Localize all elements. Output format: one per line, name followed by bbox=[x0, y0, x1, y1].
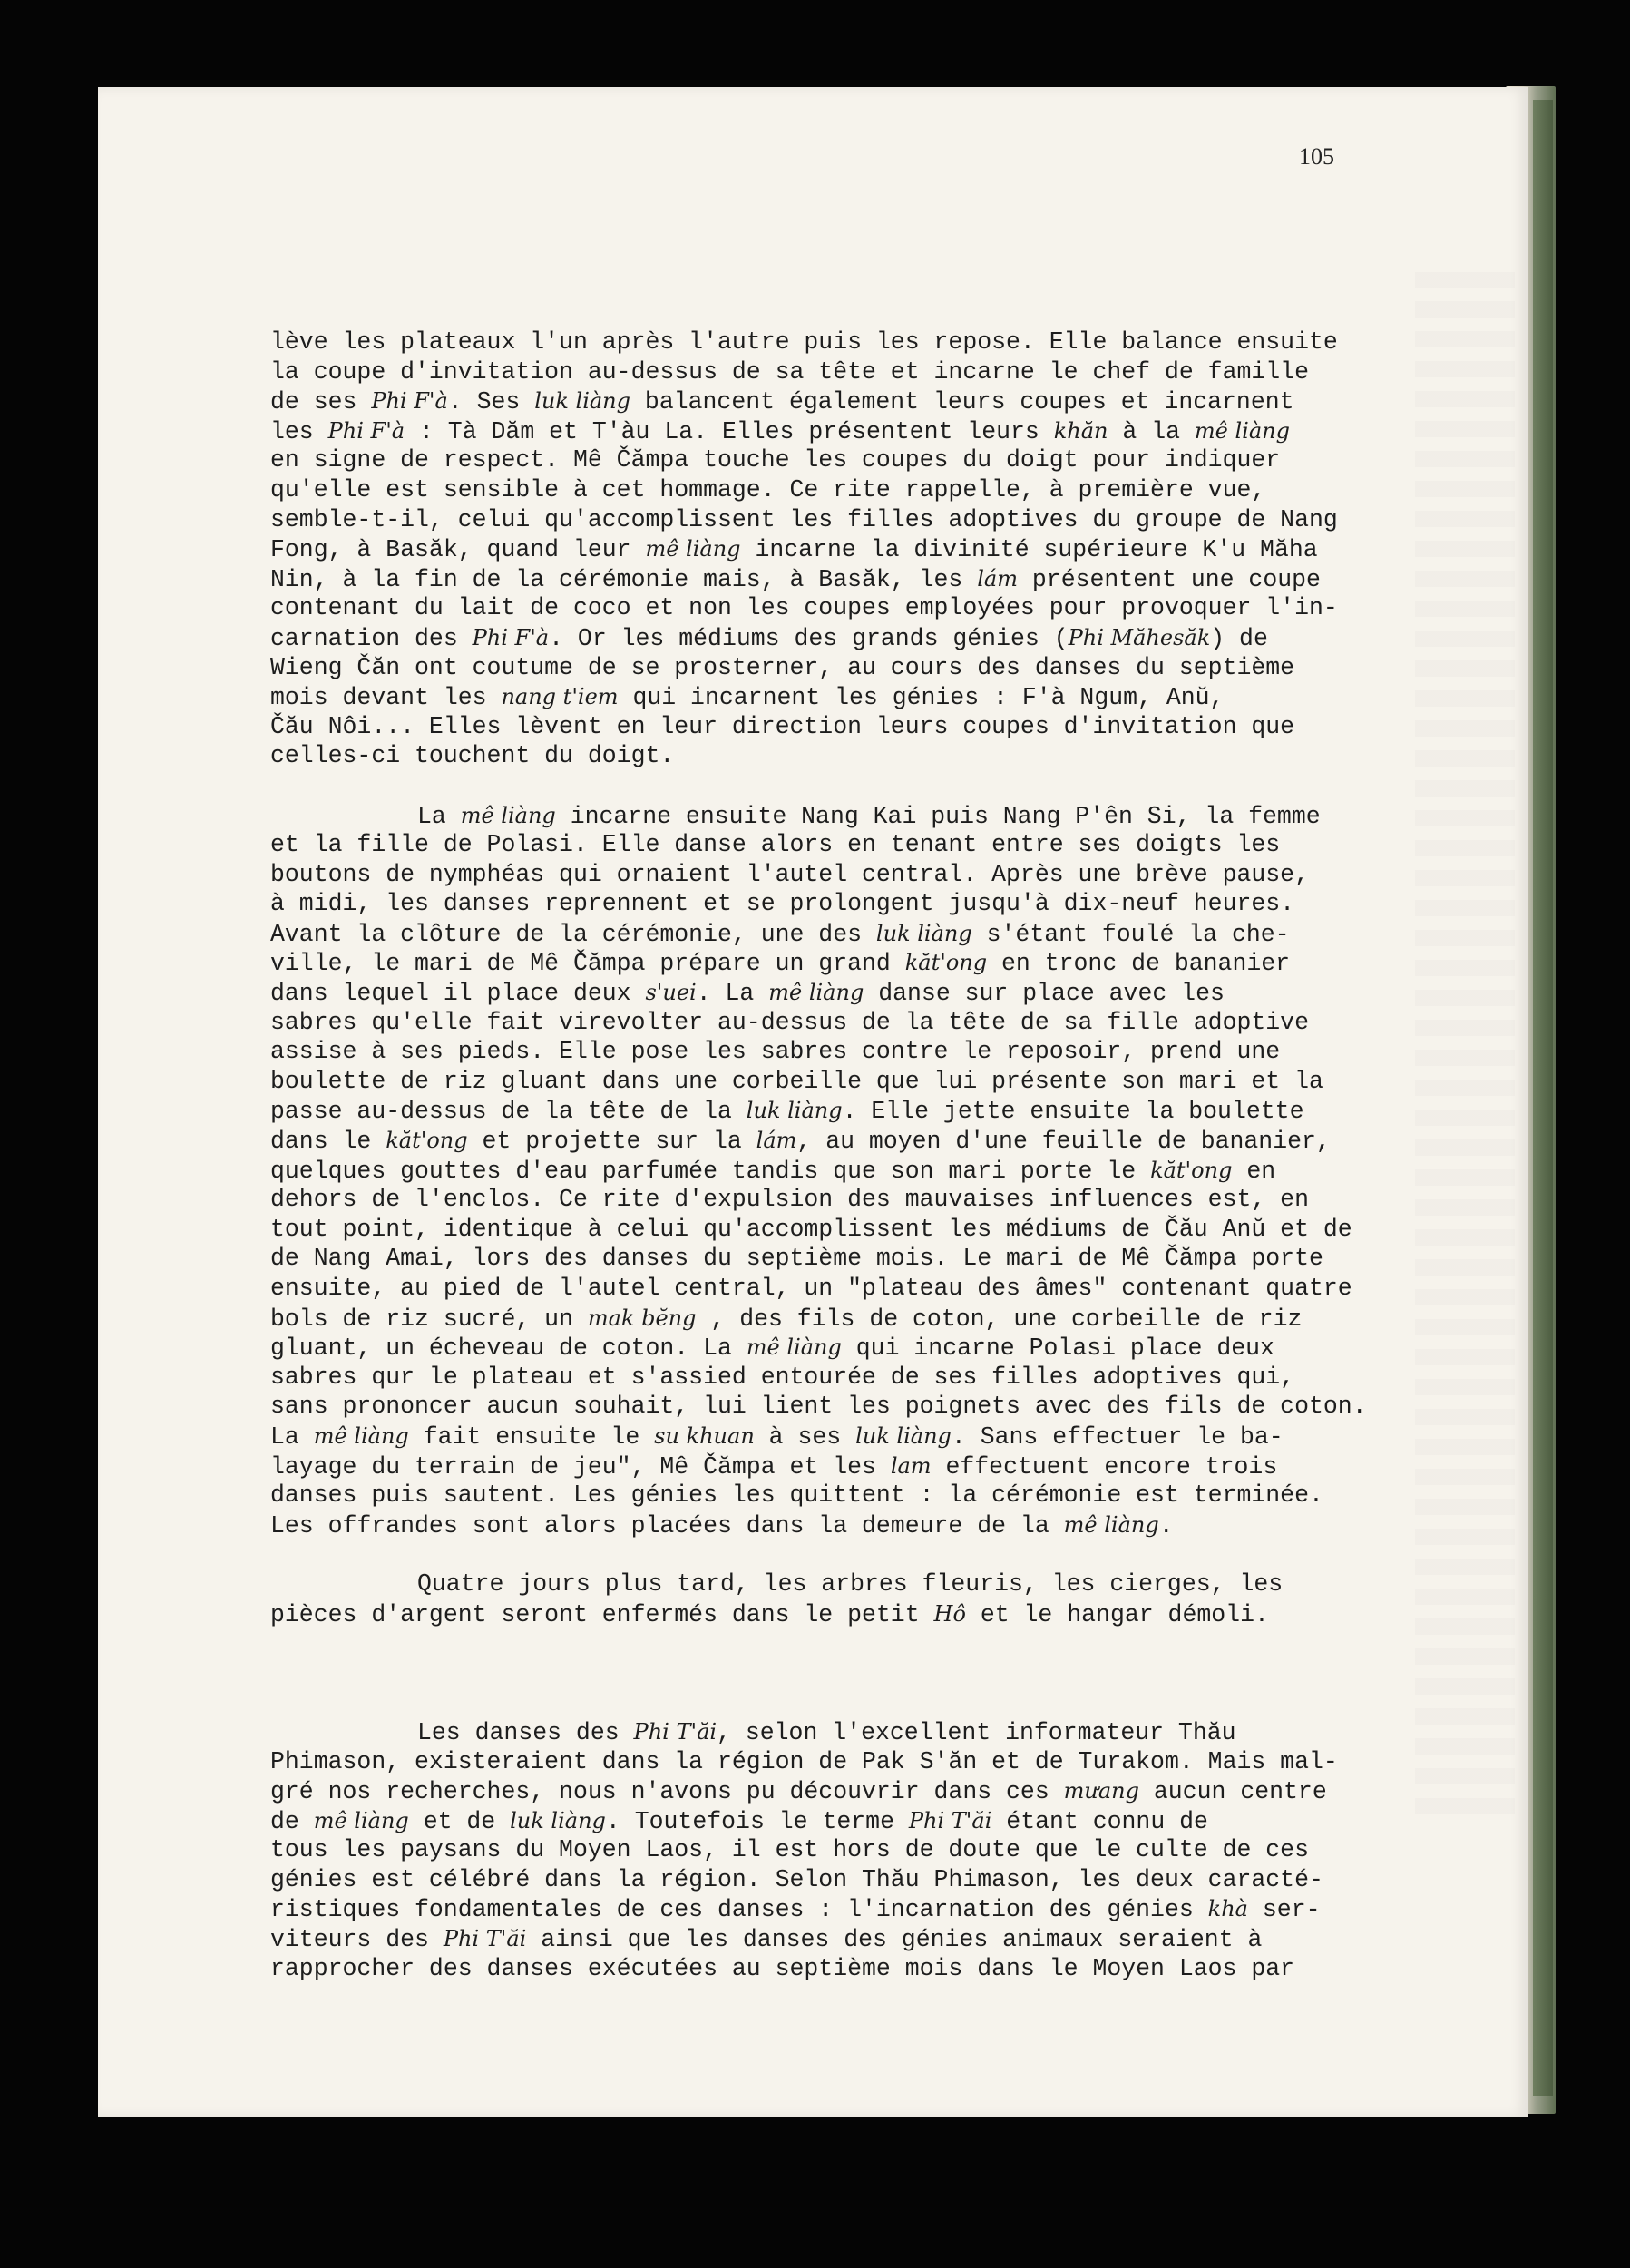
text-line: La mê liàng incarne ensuite Nang Kai puis Nang P'ên Si, la femme bbox=[417, 802, 1321, 830]
text-line: boulette de riz gluant dans une corbeille que lui présente son mari et la bbox=[270, 1067, 1323, 1095]
text-line: Wieng Čăn ont coutume de se prosterner, au cours des danses du septième bbox=[270, 653, 1295, 681]
text-line: quelques gouttes d'eau parfumée tandis que son mari porte le kăt'ong en bbox=[270, 1157, 1276, 1185]
text-line: celles-ci touchent du doigt. bbox=[270, 742, 675, 770]
text-line: Fong, à Basăk, quand leur mê liàng incarne la divinité supérieure K'u Măha bbox=[270, 536, 1318, 564]
text-line: dehors de l'enclos. Ce rite d'expulsion des mauvaises influences est, en bbox=[270, 1186, 1309, 1214]
text-line: ensuite, au pied de l'autel central, un "plateau des âmes" contenant quatre bbox=[270, 1275, 1352, 1302]
text-line: sabres qu'elle fait virevolter au-dessus de la tête de sa fille adoptive bbox=[270, 1008, 1309, 1036]
text-line: layage du terrain de jeu", Mê Čămpa et les lam effectuent encore trois bbox=[270, 1452, 1278, 1481]
page-number: 105 bbox=[1299, 143, 1334, 170]
text-line: sans prononcer aucun souhait, lui lient les poignets avec des fils de coton. bbox=[270, 1393, 1367, 1421]
book-cover-edge bbox=[1533, 100, 1553, 2096]
text-line: Avant la clôture de la cérémonie, une des luk liàng s'étant foulé la che- bbox=[270, 920, 1290, 948]
bleed-through-texture bbox=[1415, 272, 1515, 1814]
paragraph-gap bbox=[270, 1540, 1413, 1569]
text-line: sabres qur le plateau et s'assied entourée de ses filles adoptives qui, bbox=[270, 1363, 1295, 1391]
text-line: ville, le mari de Mê Čămpa prépare un grand kăt'ong en tronc de bananier bbox=[270, 950, 1291, 978]
paragraph-gap bbox=[270, 1687, 1413, 1717]
text-line: dans lequel il place deux s'uei. La mê liàng danse sur place avec les bbox=[270, 980, 1225, 1008]
text-line: génies est célébré dans la région. Selon Thău Phimason, les deux caracté- bbox=[270, 1865, 1323, 1893]
text-line: lève les plateaux l'un après l'autre puis les repose. Elle balance ensuite bbox=[270, 328, 1338, 356]
text-line: gluant, un écheveau de coton. La mê liàng qui incarne Polasi place deux bbox=[270, 1334, 1274, 1363]
text-line: de Nang Amai, lors des danses du septième mois. Le mari de Mê Čămpa porte bbox=[270, 1245, 1323, 1273]
text-line: boutons de nymphéas qui ornaient l'autel central. Après une brève pause, bbox=[270, 860, 1309, 888]
text-line: viteurs des Phi T'ăi ainsi que les danses des génies animaux seraient à bbox=[270, 1926, 1263, 1954]
paragraph-gap bbox=[270, 1628, 1413, 1658]
text-line: passe au-dessus de la tête de la luk liàng. Elle jette ensuite la boulette bbox=[270, 1098, 1304, 1126]
text-line: bols de riz sucré, un mak bĕng , des fils de coton, une corbeille de riz bbox=[270, 1305, 1303, 1333]
text-line: tous les paysans du Moyen Laos, il est hors de doute que le culte de ces bbox=[270, 1836, 1309, 1864]
body-text bbox=[270, 327, 1413, 1983]
paragraph-gap bbox=[270, 1658, 1413, 1688]
text-line: semble-t-il, celui qu'accomplissent les filles adoptives du groupe de Nang bbox=[270, 505, 1338, 533]
text-line: mois devant les nang t'iem qui incarnent les génies : F'à Ngum, Anŭ, bbox=[270, 684, 1225, 712]
text-line: gré nos recherches, nous n'avons pu découvrir dans ces mưang aucun centre bbox=[270, 1778, 1327, 1806]
text-line: carnation des Phi F'à. Or les médiums des grands génies (Phi Măhesăk) de bbox=[270, 624, 1268, 652]
text-line: contenant du lait de coco et non les coupes employées pour provoquer l'in- bbox=[270, 594, 1338, 622]
text-line: rapprocher des danses exécutées au septième mois dans le Moyen Laos par bbox=[270, 1954, 1295, 1982]
text-line: de ses Phi F'à. Ses luk liàng balancent également leurs coupes et incarnent bbox=[270, 388, 1294, 416]
text-line: ristiques fondamentales de ces danses : l'incarnation des génies khà ser- bbox=[270, 1896, 1321, 1924]
text-line: les Phi F'à : Tà Dăm et T'àu La. Elles présentent leurs khăn à la mê liàng bbox=[270, 417, 1290, 445]
text-line: pièces d'argent seront enfermés dans le petit Hô et le hangar démoli. bbox=[270, 1600, 1269, 1628]
text-line: Čău Nôi... Elles lèvent en leur direction leurs coupes d'invitation que bbox=[270, 712, 1295, 740]
text-line: La mê liàng fait ensuite le su khuan à ses luk liàng. Sans effectuer le ba- bbox=[270, 1422, 1284, 1451]
text-line: et la fille de Polasi. Elle danse alors en tenant entre ses doigts les bbox=[270, 831, 1281, 859]
text-line: à midi, les danses reprennent et se prolongent jusqu'à dix-neuf heures. bbox=[270, 890, 1295, 918]
text-line: Les offrandes sont alors placées dans la demeure de la mê liàng. bbox=[270, 1511, 1174, 1540]
text-line: de mê liàng et de luk liàng. Toutefois le terme Phi T'ăi étant connu de bbox=[270, 1807, 1208, 1835]
text-line: Nin, à la fin de la cérémonie mais, à Basăk, les lám présentent une coupe bbox=[270, 565, 1321, 593]
text-line: dans le kăt'ong et projette sur la lám, au moyen d'une feuille de bananier, bbox=[270, 1128, 1331, 1156]
text-line: en signe de respect. Mê Čămpa touche les coupes du doigt pour indiquer bbox=[270, 446, 1281, 474]
text-line: Phimason, existeraient dans la région de Pak S'ăn et de Turakom. Mais mal- bbox=[270, 1747, 1338, 1775]
text-line: Quatre jours plus tard, les arbres fleuris, les cierges, les bbox=[417, 1569, 1284, 1598]
text-line: tout point, identique à celui qu'accomplissent les médiums de Čău Anŭ et de bbox=[270, 1215, 1352, 1243]
text-line: danses puis sautent. Les génies les quittent : la cérémonie est terminée. bbox=[270, 1481, 1323, 1510]
text-line: Les danses des Phi T'ăi, selon l'excellent informateur Thău bbox=[417, 1718, 1236, 1746]
text-line: assise à ses pieds. Elle pose les sabres contre le reposoir, prend une bbox=[270, 1038, 1281, 1066]
text-line: la coupe d'invitation au-dessus de sa tête et incarne le chef de famille bbox=[270, 357, 1309, 386]
paragraph-gap bbox=[270, 771, 1413, 801]
text-line: qu'elle est sensible à cet hommage. Ce rite rappelle, à première vue, bbox=[270, 475, 1266, 503]
